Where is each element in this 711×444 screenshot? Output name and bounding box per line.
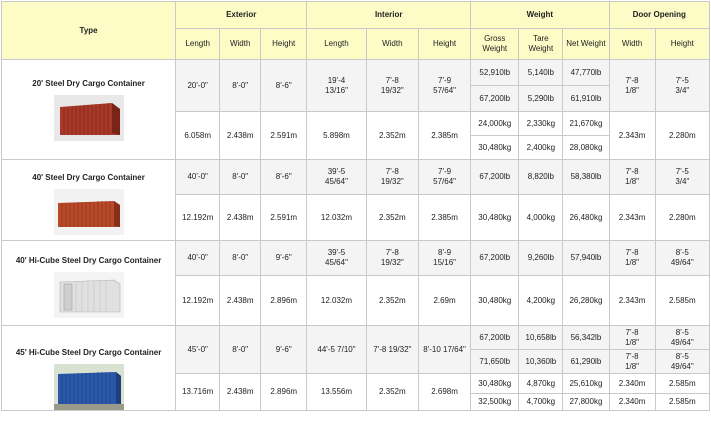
exterior-height-header: Height	[261, 29, 307, 60]
door-width: 7'-8 1/8"	[609, 60, 655, 112]
door-height: 2.280m	[655, 195, 709, 241]
door-width: 7'-8 1/8"	[609, 326, 655, 350]
door-width: 7'-8 1/8"	[609, 241, 655, 276]
interior-length-header: Length	[307, 29, 366, 60]
container-type-cell	[2, 326, 176, 411]
int-length: 5.898m	[307, 112, 366, 160]
shipping-container-photo	[54, 272, 124, 318]
ext-width: 8'-0"	[220, 160, 261, 195]
int-length: 13.556m	[307, 374, 366, 411]
int-height: 8'-10 17/64"	[418, 326, 470, 374]
tare-weight: 10,658lb	[519, 326, 563, 350]
ext-width: 2.438m	[220, 112, 261, 160]
int-width: 2.352m	[366, 374, 418, 411]
tare-weight: 8,820lb	[519, 160, 563, 195]
door-height: 2.280m	[655, 112, 709, 160]
gross-weight: 67,200lb	[471, 241, 519, 276]
net-weight: 56,342lb	[563, 326, 609, 350]
int-height: 7'-9 57/64"	[418, 160, 470, 195]
ext-height: 8'-6"	[261, 160, 307, 195]
door-height: 7'-5 3/4"	[655, 60, 709, 112]
gross-weight: 30,480kg	[471, 276, 519, 326]
door-width: 2.343m	[609, 112, 655, 160]
shipping-container-photo	[54, 189, 124, 235]
tare-weight: 4,000kg	[519, 195, 563, 241]
ext-length: 13.716m	[176, 374, 220, 411]
door-width-header: Width	[609, 29, 655, 60]
door-height: 8'-5 49/64"	[655, 350, 709, 374]
int-length: 44'-5 7/10"	[307, 326, 366, 374]
door-width: 2.343m	[609, 276, 655, 326]
shipping-container-photo	[54, 95, 124, 141]
net-weight: 25,610kg	[563, 374, 609, 394]
net-weight: 26,280kg	[563, 276, 609, 326]
ext-width: 8'-0"	[220, 60, 261, 112]
int-height: 7'-9 57/64"	[418, 60, 470, 112]
net-weight: 26,480kg	[563, 195, 609, 241]
int-length: 39'-5 45/64"	[307, 241, 366, 276]
exterior-length-header: Length	[176, 29, 220, 60]
gross-weight: 71,650lb	[471, 350, 519, 374]
ext-width: 2.438m	[220, 276, 261, 326]
tare-weight: 4,700kg	[519, 394, 563, 411]
gross-weight: 30,480kg	[471, 136, 519, 160]
net-weight: 47,770lb	[563, 60, 609, 86]
int-length: 19'-4 13/16"	[307, 60, 366, 112]
ext-height: 9'-6"	[261, 241, 307, 276]
ext-height: 2.591m	[261, 112, 307, 160]
net-weight: 27,800kg	[563, 394, 609, 411]
gross-weight: 24,000kg	[471, 112, 519, 136]
net-weight: 21,670kg	[563, 112, 609, 136]
int-height: 2.385m	[418, 195, 470, 241]
door-height: 7'-5 3/4"	[655, 160, 709, 195]
ext-length: 6.058m	[176, 112, 220, 160]
door-height: 2.585m	[655, 374, 709, 394]
door-width: 7'-8 1/8"	[609, 160, 655, 195]
container-spec-table	[1, 1, 710, 411]
ext-height: 8'-6"	[261, 60, 307, 112]
int-width: 7'-8 19/32"	[366, 326, 418, 374]
ext-height: 2.896m	[261, 374, 307, 411]
int-width: 7'-8 19/32"	[366, 60, 418, 112]
door-width: 7'-8 1/8"	[609, 350, 655, 374]
door-width: 2.343m	[609, 195, 655, 241]
gross-weight: 52,910lb	[471, 60, 519, 86]
gross-weight: 67,200lb	[471, 326, 519, 350]
int-height: 2.385m	[418, 112, 470, 160]
int-width: 7'-8 19/32"	[366, 160, 418, 195]
tare-weight: 4,870kg	[519, 374, 563, 394]
interior-height-header: Height	[418, 29, 470, 60]
container-name: 20' Steel Dry Cargo Container	[32, 78, 145, 88]
net-weight-header: Net Weight	[563, 29, 609, 60]
ext-length: 20'-0"	[176, 60, 220, 112]
container-type-cell	[2, 160, 176, 241]
tare-weight: 9,260lb	[519, 241, 563, 276]
door-height: 8'-5 49/64"	[655, 241, 709, 276]
ext-height: 9'-6"	[261, 326, 307, 374]
int-width: 2.352m	[366, 112, 418, 160]
net-weight: 61,290lb	[563, 350, 609, 374]
gross-weight-header: Gross Weight	[471, 29, 519, 60]
type-header: Type	[2, 2, 176, 60]
net-weight: 58,380lb	[563, 160, 609, 195]
exterior-header: Exterior	[176, 2, 307, 29]
gross-weight: 30,480kg	[471, 195, 519, 241]
ext-length: 40'-0"	[176, 241, 220, 276]
gross-weight: 67,200lb	[471, 86, 519, 112]
net-weight: 61,910lb	[563, 86, 609, 112]
int-width: 2.352m	[366, 276, 418, 326]
net-weight: 57,940lb	[563, 241, 609, 276]
interior-width-header: Width	[366, 29, 418, 60]
tare-weight: 5,140lb	[519, 60, 563, 86]
ext-width: 8'-0"	[220, 326, 261, 374]
container-type-cell	[2, 241, 176, 326]
gross-weight: 67,200lb	[471, 160, 519, 195]
gross-weight: 32,500kg	[471, 394, 519, 411]
tare-weight: 5,290lb	[519, 86, 563, 112]
door-opening-header: Door Opening	[609, 2, 710, 29]
shipping-container-photo	[54, 364, 124, 410]
ext-length: 45'-0"	[176, 326, 220, 374]
tare-weight: 2,330kg	[519, 112, 563, 136]
int-width: 2.352m	[366, 195, 418, 241]
tare-weight: 10,360lb	[519, 350, 563, 374]
tare-weight: 4,200kg	[519, 276, 563, 326]
ext-length: 40'-0"	[176, 160, 220, 195]
door-height: 8'-5 49/64"	[655, 326, 709, 350]
container-name: 40' Steel Dry Cargo Container	[32, 173, 145, 182]
door-width: 2.340m	[609, 394, 655, 411]
int-height: 2.69m	[418, 276, 470, 326]
tare-weight: 2,400kg	[519, 136, 563, 160]
int-length: 12.032m	[307, 276, 366, 326]
exterior-width-header: Width	[220, 29, 261, 60]
door-height: 2.585m	[655, 394, 709, 411]
container-type-cell	[2, 60, 176, 160]
ext-width: 2.438m	[220, 195, 261, 241]
ext-length: 12.192m	[176, 276, 220, 326]
door-height-header: Height	[655, 29, 709, 60]
container-name: 40' Hi-Cube Steel Dry Cargo Container	[15, 256, 162, 265]
weight-header: Weight	[471, 2, 609, 29]
door-height: 2.585m	[655, 276, 709, 326]
net-weight: 28,080kg	[563, 136, 609, 160]
int-length: 12.032m	[307, 195, 366, 241]
ext-width: 8'-0"	[220, 241, 261, 276]
gross-weight: 30,480kg	[471, 374, 519, 394]
int-height: 8'-9 15/16"	[418, 241, 470, 276]
container-name: 45' Hi-Cube Steel Dry Cargo Container	[15, 348, 162, 357]
door-width: 2.340m	[609, 374, 655, 394]
int-height: 2.698m	[418, 374, 470, 411]
ext-width: 2.438m	[220, 374, 261, 411]
ext-height: 2.591m	[261, 195, 307, 241]
tare-weight-header: Tare Weight	[519, 29, 563, 60]
ext-length: 12.192m	[176, 195, 220, 241]
ext-height: 2.896m	[261, 276, 307, 326]
int-width: 7'-8 19/32"	[366, 241, 418, 276]
interior-header: Interior	[307, 2, 471, 29]
int-length: 39'-5 45/64"	[307, 160, 366, 195]
